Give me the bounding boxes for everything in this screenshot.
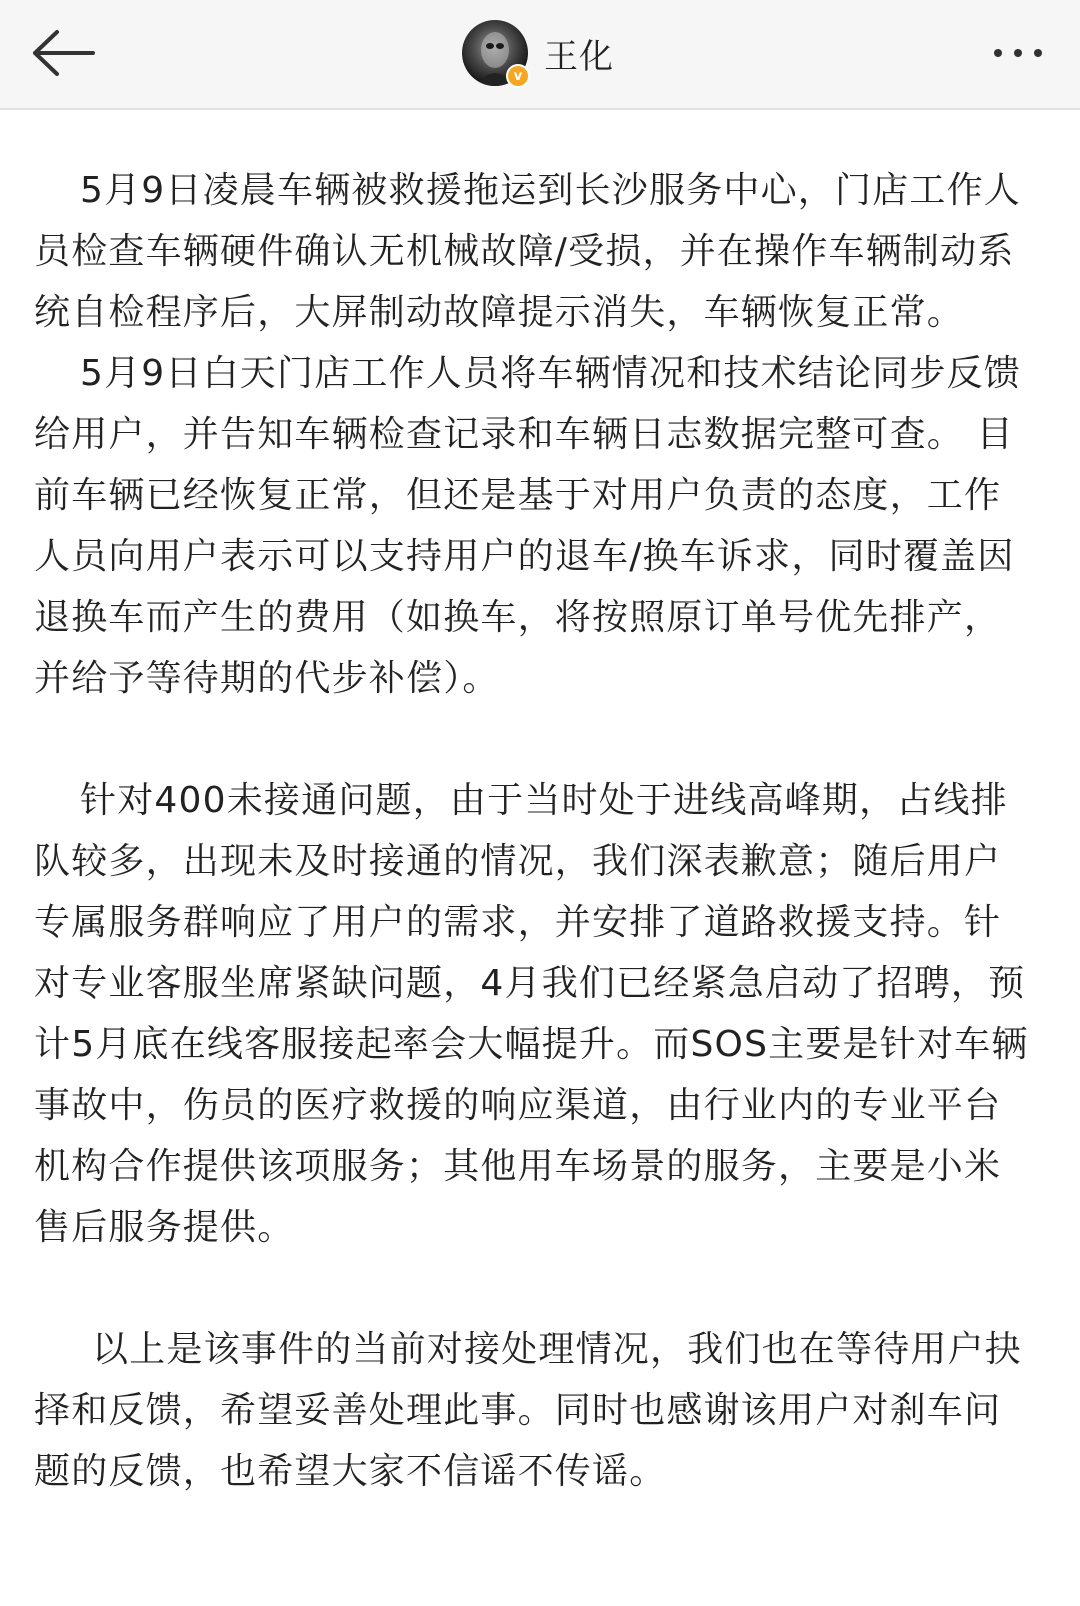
post-paragraph: 5月9日凌晨车辆被救援拖运到长沙服务中心，门店工作人员检查车辆硬件确认无机械故障/受损，并在操作车辆制动系统自检程序后，大屏制动故障提示消失，车辆恢复正常。 <box>34 170 1022 333</box>
verified-badge: v <box>506 64 530 88</box>
post-paragraph: 5月9日白天门店工作人员将车辆情况和技术结论同步反馈给用户，并告知车辆检查记录和车辆日志数据完整可查。 目前车辆已经恢复正常，但还是基于对用户负责的态度，工作人员向用户表示可以支持用户的退车/换车诉求，同时覆盖因退换车而产生的费用（如换车，将按照原订单号优先排产，并给予等待期的代步补偿）。 <box>34 353 1022 699</box>
top-bar <box>0 0 1080 110</box>
post-paragraph: 以上是该事件的当前对接处理情况，我们也在等待用户抉择和反馈，希望妥善处理此事。同时也感谢该用户对刹车问题的反馈，也希望大家不信谣不传谣。 <box>34 1329 1023 1492</box>
more-dots-icon <box>1034 49 1042 57</box>
back-button[interactable] <box>22 18 102 88</box>
profile-header[interactable] <box>462 18 614 88</box>
paragraph-spacer <box>34 1258 1034 1319</box>
post-body <box>34 160 1034 1502</box>
more-dots-icon <box>1014 49 1022 57</box>
arrow-left-icon <box>27 28 97 78</box>
paragraph-spacer <box>34 709 1034 770</box>
more-dots-icon <box>994 49 1002 57</box>
avatar[interactable] <box>462 20 528 86</box>
post-paragraph: 针对400未接通问题，由于当时处于进线高峰期，占线排队较多，出现未及时接通的情况，我们深表歉意；随后用户专属服务群响应了用户的需求，并安排了道路救援支持。针对专业客服坐席紧缺问题，4月我们已经紧急启动了招聘，预计5月底在线客服接起率会大幅提升。而SOS主要是针对车辆事故中，伤员的医疗救援的响应渠道，由行业内的专业平台机构合作提供该项服务；其他用车场景的服务，主要是小米售后服务提供。 <box>34 780 1029 1248</box>
more-button[interactable] <box>978 18 1058 88</box>
username[interactable]: 王化 <box>544 36 614 77</box>
